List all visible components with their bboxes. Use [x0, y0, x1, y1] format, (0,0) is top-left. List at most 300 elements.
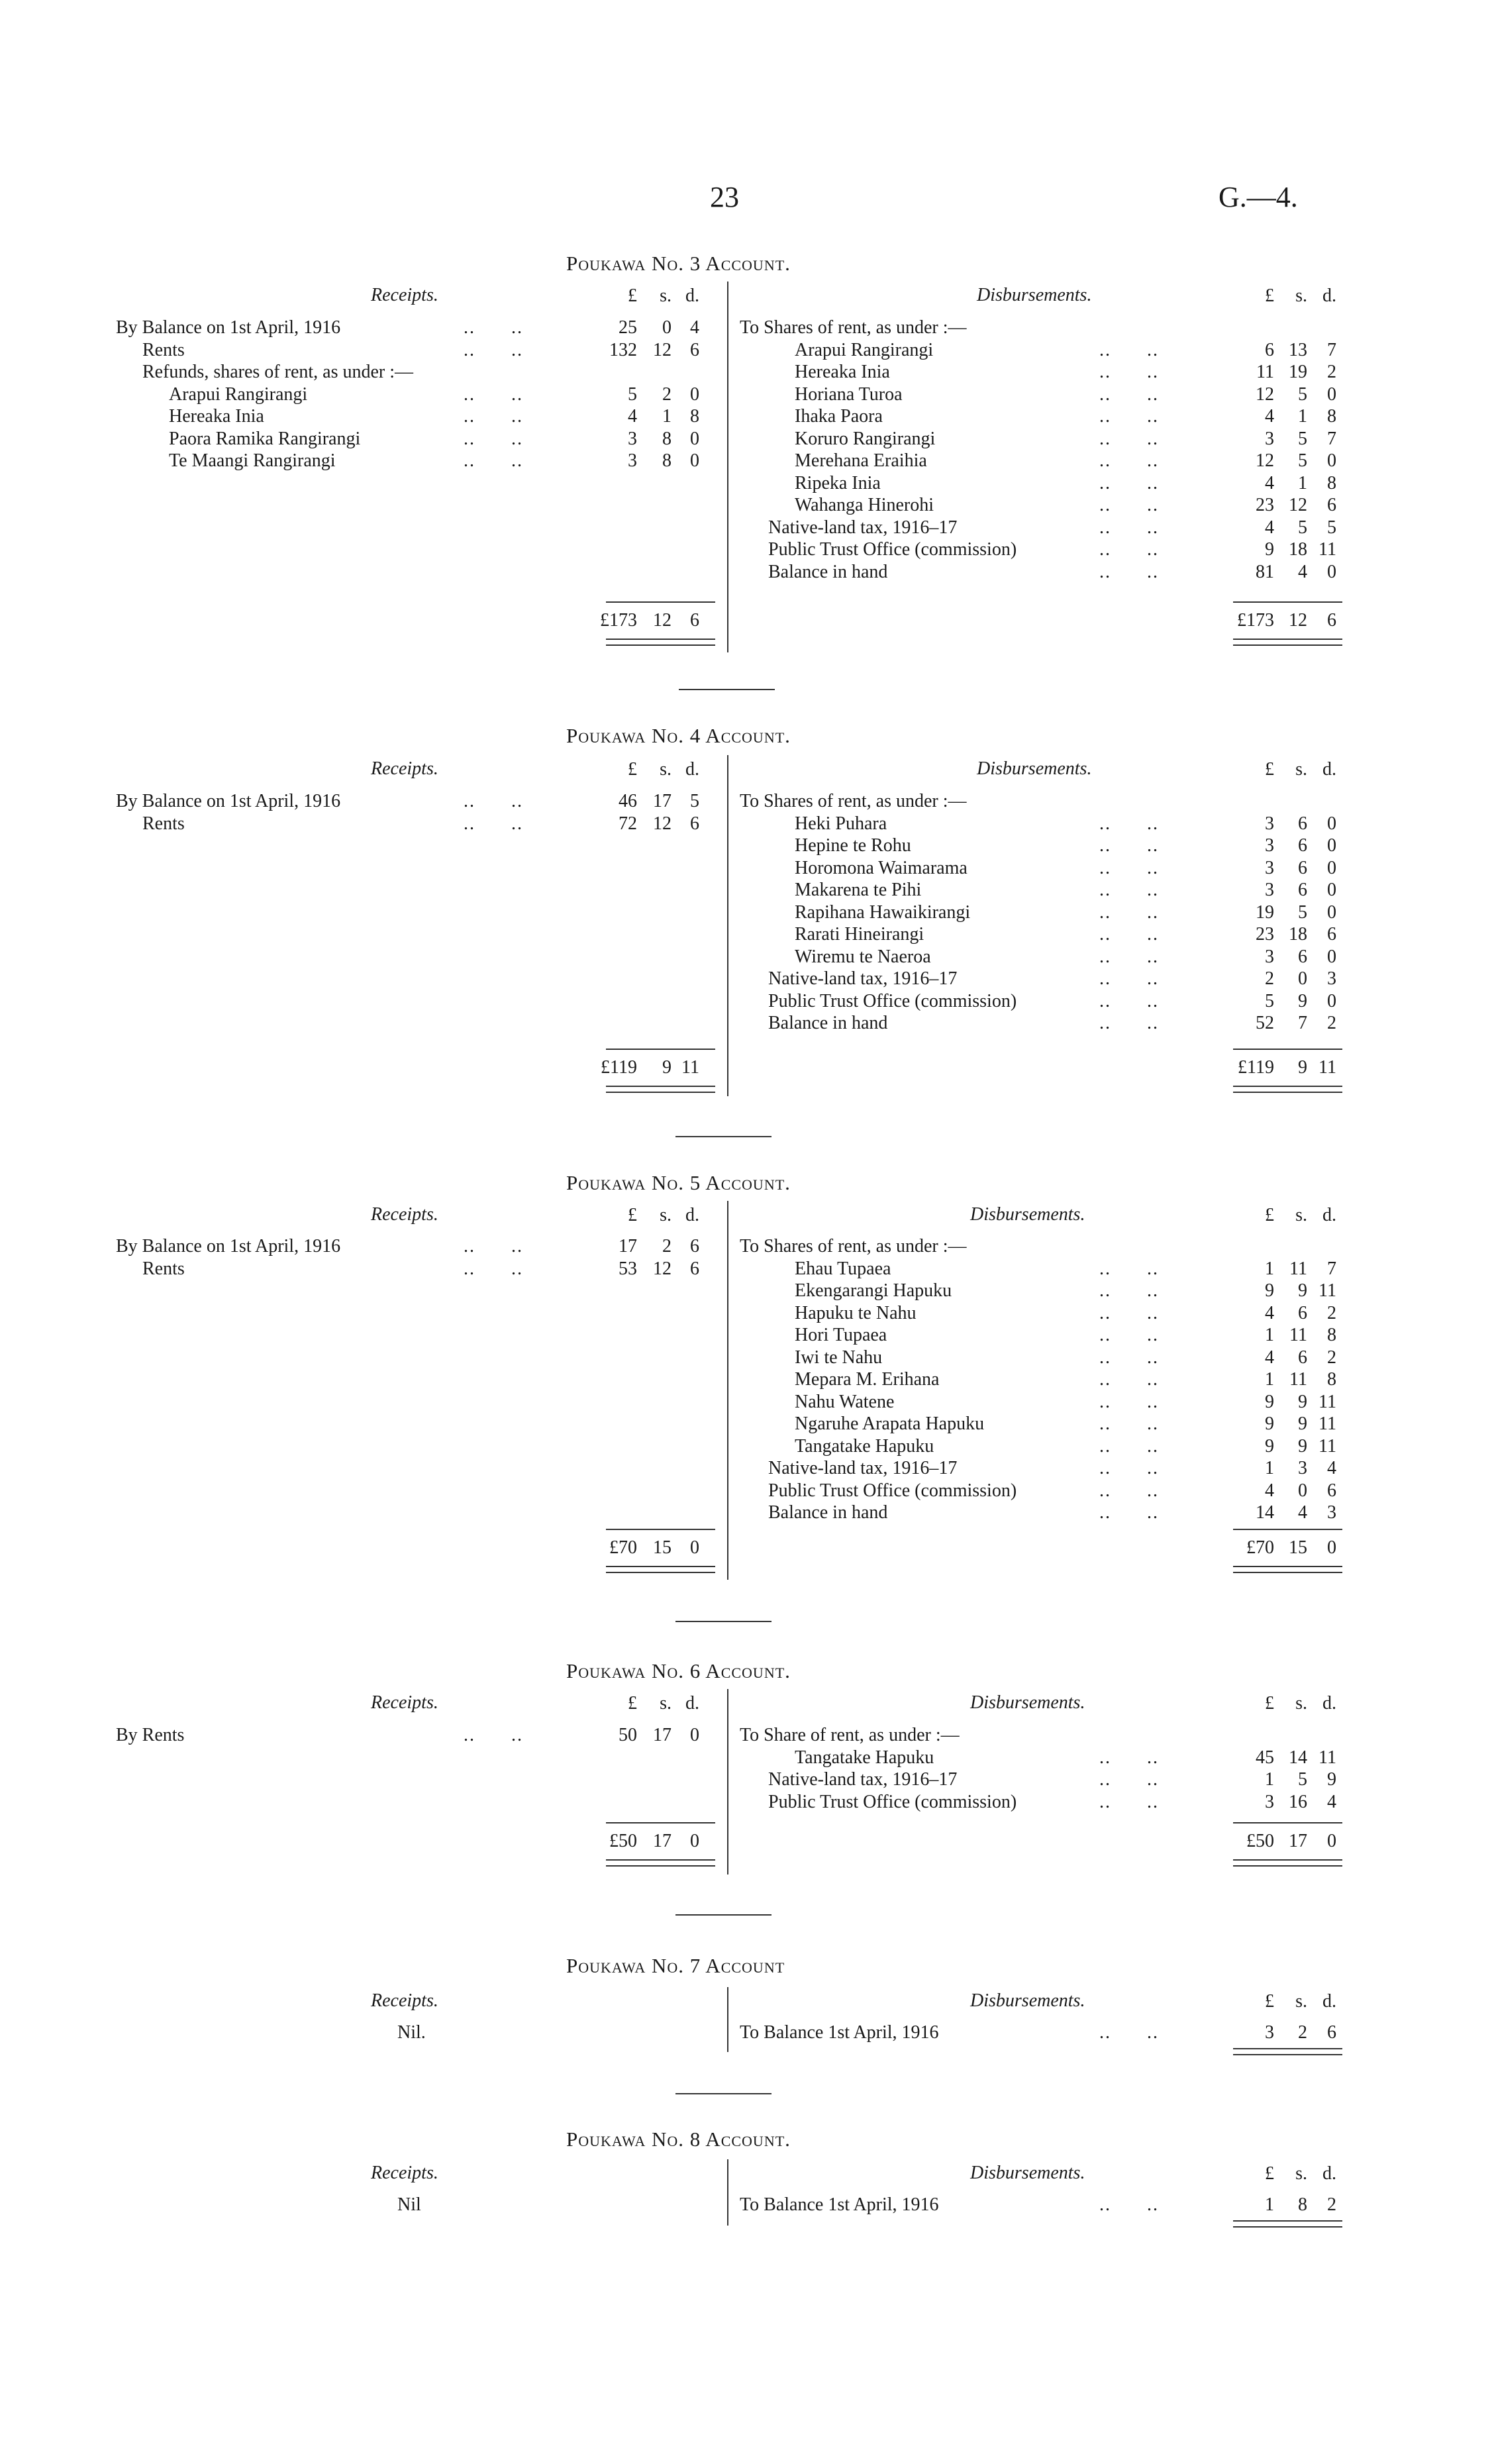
disbursement-shillings: 19 — [1289, 362, 1307, 382]
total-shillings: 15 — [1289, 1537, 1307, 1558]
receipt-pounds: 50 — [619, 1725, 637, 1745]
disbursement-row — [0, 1747, 1391, 1769]
disbursement-pounds: 4 — [1265, 517, 1274, 538]
acc8-receipts-nil: Nil — [397, 2194, 421, 2215]
disbursement-pounds: 1 — [1265, 1258, 1274, 1279]
disbursement-label: Ehau Tupaea — [795, 1258, 891, 1279]
receipt-label: Refunds, shares of rent, as under :— — [142, 362, 414, 382]
leader-dots: .. .. — [1099, 1369, 1159, 1390]
acc3-title: Poukawa No. 3 Account. — [566, 252, 791, 275]
disbursement-shillings: 5 — [1298, 428, 1307, 449]
disbursement-shillings: 13 — [1289, 339, 1307, 360]
acc3-disbursements-heading: Disbursements. — [977, 285, 1092, 305]
total-shillings: 17 — [1289, 1831, 1307, 1851]
pounds-heading: £ — [1265, 2163, 1274, 2184]
disbursement-pounds: 3 — [1265, 880, 1274, 900]
total-pounds: £119 — [601, 1057, 637, 1078]
disbursement-row — [0, 1724, 1391, 1746]
receipt-label: Te Maangi Rangirangi — [169, 450, 336, 471]
pounds-heading: £ — [628, 759, 637, 780]
acc7-section-separator — [675, 2093, 772, 2094]
receipt-shillings: 0 — [662, 317, 672, 338]
leader-dots: .. .. — [464, 1258, 523, 1279]
disbursement-shillings: 6 — [1298, 1347, 1307, 1368]
disbursement-row — [0, 1435, 1391, 1457]
disbursement-label: Ngaruhe Arapata Hapuku — [795, 1413, 985, 1434]
acc3-disbursements-currency-header — [0, 285, 1391, 307]
disbursement-label: Merehana Eraihia — [795, 450, 927, 471]
disbursement-pounds: 12 — [1256, 384, 1274, 405]
acc5-disbursements-heading: Disbursements. — [970, 1204, 1085, 1225]
disbursement-row — [0, 1769, 1391, 1790]
disbursement-shillings: 5 — [1298, 384, 1307, 405]
receipt-shillings: 12 — [653, 813, 672, 834]
acc3-disbursements-double-rule — [1233, 639, 1342, 646]
disbursement-shillings: 3 — [1298, 1458, 1307, 1478]
acc4-receipts-heading: Receipts. — [371, 758, 438, 779]
receipt-shillings: 1 — [662, 406, 672, 427]
acc6-disbursements-currency-header — [0, 1692, 1391, 1714]
disbursement-row — [0, 946, 1391, 968]
disbursement-pence: 11 — [1319, 1747, 1336, 1768]
disbursement-pounds: 11 — [1256, 362, 1274, 382]
leader-dots: .. .. — [464, 428, 523, 449]
leader-dots: .. .. — [1099, 561, 1159, 582]
receipt-label: Paora Ramika Rangirangi — [169, 428, 361, 449]
acc8-receipts-heading: Receipts. — [371, 2163, 438, 2183]
receipt-pence: 0 — [690, 1725, 699, 1745]
leader-dots: .. .. — [1099, 1435, 1159, 1457]
disbursement-label: Horomona Waimarama — [795, 857, 968, 878]
disbursement-label: Hapuku te Nahu — [795, 1302, 917, 1323]
leader-dots: .. .. — [1099, 880, 1159, 900]
disbursement-label: Ekengarangi Hapuku — [795, 1280, 952, 1301]
total-pounds: £119 — [1238, 1057, 1274, 1078]
page-number: 23 — [710, 181, 739, 213]
leader-dots: .. .. — [1099, 472, 1159, 493]
disbursement-row — [0, 879, 1391, 901]
disbursement-pounds: 9 — [1265, 1280, 1274, 1301]
acc7-disbursements-heading: Disbursements. — [970, 1990, 1085, 2011]
disbursement-row — [0, 339, 1391, 361]
disbursement-pence: 11 — [1319, 1280, 1336, 1301]
disbursement-pence: 3 — [1327, 1502, 1336, 1523]
acc6-receipts-heading: Receipts. — [371, 1692, 438, 1713]
disbursement-label: Arapui Rangirangi — [795, 339, 934, 360]
leader-dots: .. .. — [1099, 2194, 1159, 2215]
receipt-pence: 0 — [690, 384, 699, 405]
disbursement-pence: 8 — [1327, 1325, 1336, 1345]
disbursement-pounds: 45 — [1256, 1747, 1274, 1768]
receipt-shillings: 17 — [653, 791, 672, 811]
acc7-disbursements-double-rule — [1233, 2048, 1342, 2055]
disbursement-pence: 8 — [1327, 472, 1336, 493]
disbursement-label: Tangatake Hapuku — [795, 1747, 934, 1768]
disbursement-row — [0, 1258, 1391, 1280]
acc6-title: Poukawa No. 6 Account. — [566, 1659, 791, 1682]
pence-heading: d. — [1322, 1205, 1336, 1225]
pence-heading: d. — [1322, 285, 1336, 306]
leader-dots: .. .. — [1099, 1480, 1159, 1501]
disbursement-shillings: 0 — [1298, 968, 1307, 989]
disbursement-pounds: 4 — [1265, 1347, 1274, 1368]
pounds-heading: £ — [628, 1205, 637, 1225]
disbursement-pounds: 23 — [1256, 924, 1274, 945]
acc4-section-separator — [675, 1136, 772, 1137]
pounds-heading: £ — [1265, 1205, 1274, 1225]
disbursement-pence: 11 — [1319, 539, 1336, 560]
acc5-section-separator — [675, 1621, 772, 1622]
disbursement-row — [0, 1480, 1391, 1502]
acc6-disbursements-heading: Disbursements. — [970, 1692, 1085, 1713]
disbursement-label: Ripeka Inia — [795, 472, 881, 493]
disbursement-pence: 0 — [1327, 813, 1336, 834]
leader-dots: .. .. — [464, 450, 523, 471]
disbursement-pence: 7 — [1327, 339, 1336, 360]
leader-dots: .. .. — [464, 339, 523, 360]
leader-dots: .. .. — [1099, 450, 1159, 471]
acc4-disbursements-total — [0, 1056, 1391, 1078]
receipt-pence: 6 — [690, 813, 699, 834]
disbursement-pence: 6 — [1327, 1480, 1336, 1501]
acc3-section-separator — [679, 689, 775, 690]
disbursement-pounds: 4 — [1265, 406, 1274, 427]
total-pence: 0 — [1327, 1831, 1336, 1851]
disbursement-pence: 0 — [1327, 450, 1336, 471]
disbursement-pounds: 3 — [1265, 428, 1274, 449]
acc8-disbursements-double-rule — [1233, 2220, 1342, 2228]
disbursement-row — [0, 1791, 1391, 1813]
total-pounds: £70 — [609, 1537, 637, 1558]
disbursement-label: To Balance 1st April, 1916 — [740, 2022, 939, 2043]
disbursement-row — [0, 1391, 1391, 1413]
disbursement-row — [0, 923, 1391, 945]
disbursement-pence: 6 — [1327, 495, 1336, 515]
total-pence: 0 — [690, 1831, 699, 1851]
disbursement-pence: 0 — [1327, 857, 1336, 878]
leader-dots: .. .. — [1099, 1458, 1159, 1478]
receipt-pence: 6 — [690, 1236, 699, 1257]
disbursement-row — [0, 450, 1391, 472]
receipt-label: Rents — [142, 813, 185, 834]
disbursement-pounds: 3 — [1265, 835, 1274, 856]
disbursement-row — [0, 317, 1391, 338]
pence-heading: d. — [1322, 1991, 1336, 2012]
disbursement-shillings: 6 — [1298, 857, 1307, 878]
pence-heading: d. — [685, 1205, 699, 1225]
disbursement-pounds: 1 — [1265, 1458, 1274, 1478]
acc4-disbursements-total-rule — [1233, 1049, 1342, 1050]
disbursement-pence: 11 — [1319, 1435, 1336, 1457]
total-pounds: £173 — [1237, 610, 1274, 631]
total-shillings: 9 — [1298, 1057, 1307, 1078]
disbursement-pounds: 23 — [1256, 495, 1274, 515]
disbursement-pounds: 4 — [1265, 1302, 1274, 1323]
receipt-label: Arapui Rangirangi — [169, 384, 308, 405]
disbursement-pence: 4 — [1327, 1458, 1336, 1478]
disbursement-pence: 2 — [1327, 1013, 1336, 1033]
total-pence: 6 — [690, 610, 699, 631]
leader-dots: .. .. — [1099, 1013, 1159, 1033]
total-pounds: £50 — [1246, 1831, 1274, 1851]
receipt-pence: 5 — [690, 791, 699, 811]
disbursement-shillings: 9 — [1298, 1280, 1307, 1301]
leader-dots: .. .. — [1099, 1325, 1159, 1345]
pence-heading: d. — [1322, 759, 1336, 780]
disbursement-shillings: 1 — [1298, 472, 1307, 493]
disbursement-pence: 2 — [1327, 2194, 1336, 2215]
leader-dots: .. .. — [1099, 495, 1159, 515]
disbursement-label: Native-land tax, 1916–17 — [768, 968, 958, 989]
leader-dots: .. .. — [1099, 924, 1159, 945]
disbursement-row — [0, 384, 1391, 405]
acc4-disbursements-currency-header — [0, 758, 1391, 780]
pounds-heading: £ — [1265, 1693, 1274, 1714]
disbursement-row — [0, 494, 1391, 516]
disbursement-shillings: 6 — [1298, 946, 1307, 967]
disbursement-pence: 0 — [1327, 880, 1336, 900]
disbursement-shillings: 18 — [1289, 924, 1307, 945]
disbursement-pounds: 4 — [1265, 472, 1274, 493]
disbursement-pounds: 3 — [1265, 2022, 1274, 2043]
receipt-label: By Balance on 1st April, 1916 — [116, 791, 341, 811]
disbursement-pounds: 1 — [1265, 1769, 1274, 1790]
disbursement-label: Horiana Turoa — [795, 384, 903, 405]
leader-dots: .. .. — [1099, 901, 1159, 923]
receipt-shillings: 2 — [662, 384, 672, 405]
disbursement-row — [0, 1413, 1391, 1435]
leader-dots: .. .. — [1099, 1502, 1159, 1523]
disbursement-label: To Shares of rent, as under :— — [740, 1236, 967, 1257]
disbursement-label: Public Trust Office (commission) — [768, 1480, 1017, 1501]
acc3-disbursements-total — [0, 609, 1391, 631]
disbursement-label: Ihaka Paora — [795, 406, 883, 427]
acc5-receipts-heading: Receipts. — [371, 1204, 438, 1225]
disbursement-row — [0, 1235, 1391, 1257]
disbursement-pounds: 81 — [1256, 561, 1274, 582]
disbursement-pence: 3 — [1327, 968, 1336, 989]
disbursement-label: Heki Puhara — [795, 813, 887, 834]
disbursement-pence: 6 — [1327, 2022, 1336, 2043]
disbursement-label: Makarena te Pihi — [795, 880, 922, 900]
shillings-heading: s. — [1295, 285, 1307, 306]
disbursement-pence: 0 — [1327, 990, 1336, 1011]
disbursement-shillings: 5 — [1298, 517, 1307, 538]
leader-dots: .. .. — [464, 384, 523, 405]
disbursement-label: Nahu Watene — [795, 1391, 895, 1412]
disbursement-pence: 0 — [1327, 901, 1336, 923]
disbursement-pence: 8 — [1327, 1369, 1336, 1390]
leader-dots: .. .. — [1099, 835, 1159, 856]
receipt-pounds: 72 — [619, 813, 637, 834]
disbursement-row — [0, 428, 1391, 450]
disbursement-shillings: 8 — [1298, 2194, 1307, 2215]
leader-dots: .. .. — [1099, 362, 1159, 382]
disbursement-row — [0, 990, 1391, 1012]
acc5-disbursements-total-rule — [1233, 1529, 1342, 1530]
disbursement-shillings: 6 — [1298, 835, 1307, 856]
disbursement-pence: 11 — [1319, 1391, 1336, 1412]
shillings-heading: s. — [1295, 759, 1307, 780]
shillings-heading: s. — [660, 1205, 672, 1225]
leader-dots: .. .. — [464, 1236, 523, 1257]
receipt-pounds: 4 — [628, 406, 637, 427]
receipt-pence: 6 — [690, 339, 699, 360]
acc7-receipts-heading: Receipts. — [371, 1990, 438, 2011]
shillings-heading: s. — [1295, 2163, 1307, 2184]
pounds-heading: £ — [1265, 285, 1274, 306]
disbursement-row — [0, 2022, 1391, 2043]
disbursement-row — [0, 405, 1391, 427]
disbursement-row — [0, 857, 1391, 879]
leader-dots: .. .. — [1099, 1280, 1159, 1301]
receipt-label: Rents — [142, 1258, 185, 1279]
acc8-title: Poukawa No. 8 Account. — [566, 2128, 791, 2151]
disbursement-row — [0, 1012, 1391, 1034]
receipt-pounds: 3 — [628, 450, 637, 471]
total-shillings: 12 — [653, 610, 672, 631]
disbursement-pence: 8 — [1327, 406, 1336, 427]
total-pence: 11 — [1319, 1057, 1336, 1078]
leader-dots: .. .. — [1099, 2022, 1159, 2043]
leader-dots: .. .. — [1099, 1769, 1159, 1790]
disbursement-row — [0, 1324, 1391, 1346]
disbursement-pence: 7 — [1327, 428, 1336, 449]
disbursement-shillings: 5 — [1298, 450, 1307, 471]
disbursement-row — [0, 1457, 1391, 1479]
acc6-disbursements-total-rule — [1233, 1822, 1342, 1823]
receipt-shillings: 2 — [662, 1236, 672, 1257]
receipt-pounds: 3 — [628, 428, 637, 449]
disbursement-shillings: 9 — [1298, 1435, 1307, 1457]
leader-dots: .. .. — [1099, 1258, 1159, 1279]
disbursement-pounds: 52 — [1256, 1013, 1274, 1033]
disbursement-shillings: 11 — [1289, 1369, 1307, 1390]
leader-dots: .. .. — [1099, 1747, 1159, 1768]
disbursement-pence: 7 — [1327, 1258, 1336, 1279]
disbursement-pounds: 3 — [1265, 1791, 1274, 1812]
disbursement-label: To Share of rent, as under :— — [740, 1725, 960, 1745]
disbursement-label: Native-land tax, 1916–17 — [768, 1769, 958, 1790]
receipt-pence: 6 — [690, 1258, 699, 1279]
disbursement-pence: 0 — [1327, 835, 1336, 856]
acc6-disbursements-double-rule — [1233, 1859, 1342, 1867]
disbursement-shillings: 4 — [1298, 1502, 1307, 1523]
acc7-disbursements-currency-header — [0, 1990, 1391, 2012]
disbursement-pence: 2 — [1327, 1347, 1336, 1368]
receipt-pence: 4 — [690, 317, 699, 338]
disbursement-pence: 2 — [1327, 1302, 1336, 1323]
disbursement-pounds: 9 — [1265, 1413, 1274, 1434]
disbursement-label: Native-land tax, 1916–17 — [768, 517, 958, 538]
disbursement-pence: 0 — [1327, 384, 1336, 405]
disbursement-pounds: 5 — [1265, 990, 1274, 1011]
disbursement-pounds: 4 — [1265, 1480, 1274, 1501]
acc6-receipts-total-rule — [606, 1822, 715, 1823]
pence-heading: d. — [1322, 1693, 1336, 1714]
pounds-heading: £ — [628, 285, 637, 306]
disbursement-pounds: 2 — [1265, 968, 1274, 989]
acc5-disbursements-total — [0, 1537, 1391, 1559]
leader-dots: .. .. — [1099, 339, 1159, 360]
leader-dots: .. .. — [1099, 1347, 1159, 1368]
receipt-pounds: 17 — [619, 1236, 637, 1257]
disbursement-pounds: 3 — [1265, 946, 1274, 967]
disbursement-row — [0, 2194, 1391, 2216]
disbursement-pounds: 6 — [1265, 339, 1274, 360]
disbursement-label: Public Trust Office (commission) — [768, 1791, 1017, 1812]
disbursement-label: Iwi te Nahu — [795, 1347, 883, 1368]
disbursement-shillings: 18 — [1289, 539, 1307, 560]
receipt-pounds: 5 — [628, 384, 637, 405]
pounds-heading: £ — [1265, 759, 1274, 780]
page-reference: G.—4. — [1219, 181, 1298, 213]
acc5-receipts-double-rule — [606, 1566, 715, 1573]
disbursement-label: Public Trust Office (commission) — [768, 990, 1017, 1011]
disbursement-row — [0, 1347, 1391, 1368]
disbursement-label: Wiremu te Naeroa — [795, 946, 931, 967]
disbursement-shillings: 1 — [1298, 406, 1307, 427]
pence-heading: d. — [685, 759, 699, 780]
disbursement-shillings: 6 — [1298, 1302, 1307, 1323]
disbursement-row — [0, 539, 1391, 560]
disbursement-shillings: 11 — [1289, 1258, 1307, 1279]
disbursement-label: To Shares of rent, as under :— — [740, 317, 967, 338]
disbursement-shillings: 5 — [1298, 1769, 1307, 1790]
leader-dots: .. .. — [1099, 946, 1159, 967]
acc4-receipts-double-rule — [606, 1086, 715, 1093]
disbursement-pounds: 3 — [1265, 857, 1274, 878]
disbursement-label: Rapihana Hawaikirangi — [795, 901, 971, 923]
shillings-heading: s. — [1295, 1205, 1307, 1225]
leader-dots: .. .. — [1099, 428, 1159, 449]
disbursement-label: Wahanga Hinerohi — [795, 495, 934, 515]
pounds-heading: £ — [1265, 1991, 1274, 2012]
receipt-shillings: 8 — [662, 428, 672, 449]
leader-dots: .. .. — [1099, 539, 1159, 560]
total-shillings: 15 — [653, 1537, 672, 1558]
leader-dots: .. .. — [464, 317, 523, 338]
total-shillings: 17 — [653, 1831, 672, 1851]
acc3-receipts-heading: Receipts. — [371, 285, 438, 305]
receipt-pounds: 25 — [619, 317, 637, 338]
disbursement-label: Balance in hand — [768, 1502, 888, 1523]
disbursement-pence: 2 — [1327, 362, 1336, 382]
disbursement-label: Hereaka Inia — [795, 362, 890, 382]
leader-dots: .. .. — [1099, 1791, 1159, 1812]
pence-heading: d. — [685, 1693, 699, 1714]
acc3-disbursements-total-rule — [1233, 601, 1342, 603]
pounds-heading: £ — [628, 1693, 637, 1714]
total-pence: 0 — [690, 1537, 699, 1558]
disbursement-shillings: 11 — [1289, 1325, 1307, 1345]
disbursement-label: Hori Tupaea — [795, 1325, 887, 1345]
total-shillings: 12 — [1289, 610, 1307, 631]
receipt-pounds: 53 — [619, 1258, 637, 1279]
acc6-disbursements-total — [0, 1830, 1391, 1852]
acc5-receipts-total-rule — [606, 1529, 715, 1530]
acc6-section-separator — [675, 1914, 772, 1916]
disbursement-pounds: 9 — [1265, 1391, 1274, 1412]
acc8-disbursements-currency-header — [0, 2163, 1391, 2184]
disbursement-label: To Balance 1st April, 1916 — [740, 2194, 939, 2215]
disbursement-row — [0, 472, 1391, 494]
disbursement-shillings: 6 — [1298, 880, 1307, 900]
disbursement-shillings: 0 — [1298, 1480, 1307, 1501]
disbursement-label: Koruro Rangirangi — [795, 428, 936, 449]
disbursement-pounds: 1 — [1265, 1325, 1274, 1345]
receipt-shillings: 8 — [662, 450, 672, 471]
